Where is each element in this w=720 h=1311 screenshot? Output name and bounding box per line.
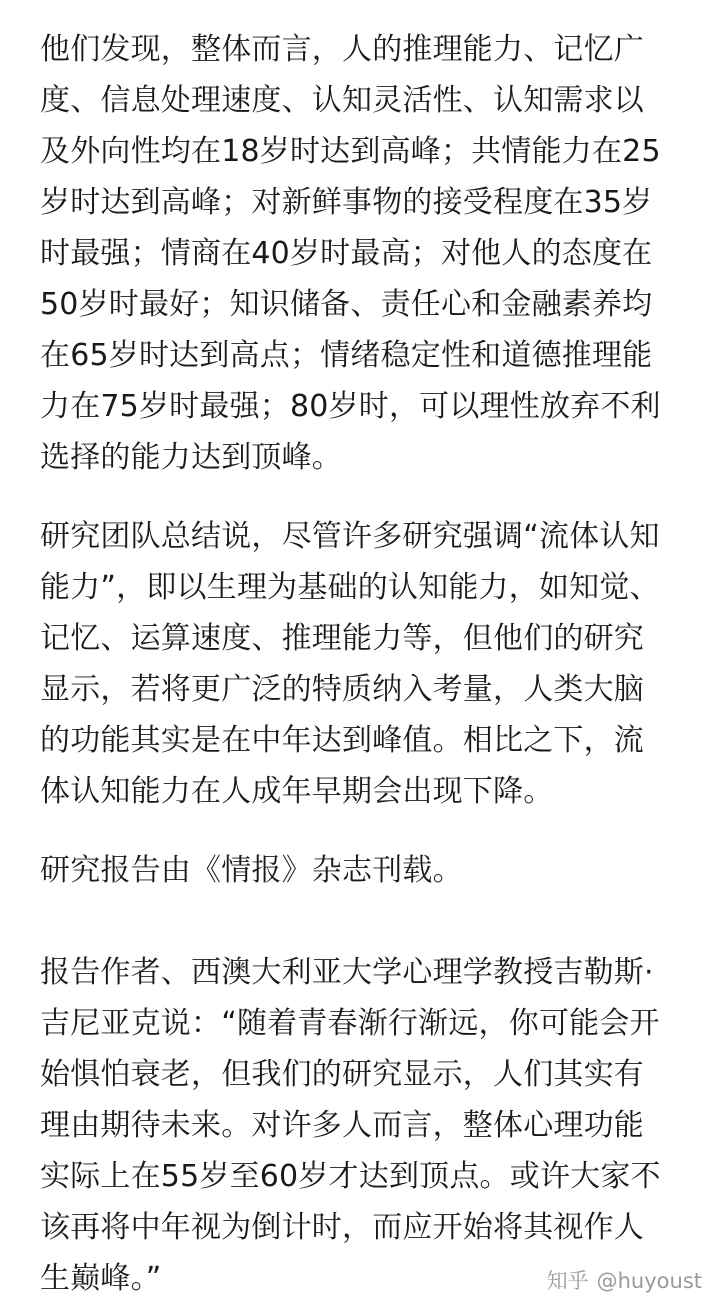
text-line: 在65岁时达到高点；情绪稳定性和道德推理能: [40, 338, 653, 373]
text-line: 理由期待未来。对许多人而言，整体心理功能: [40, 1108, 644, 1143]
text-line: 50岁时最好；知识储备、责任心和金融素养均: [40, 287, 653, 322]
text-line: 报告作者、西澳大利亚大学心理学教授吉勒斯·: [40, 955, 654, 990]
text-line: 生巅峰。”: [40, 1261, 162, 1296]
text-line: 始惧怕衰老，但我们的研究显示，人们其实有: [40, 1057, 644, 1092]
text-line: 时最强；情商在40岁时最高；对他人的态度在: [40, 236, 653, 271]
text-line: 力在75岁时最强；80岁时，可以理性放弃不利: [40, 389, 661, 424]
text-line: 吉尼亚克说：“随着青春渐行渐远，你可能会开: [40, 1006, 660, 1041]
text-line: 研究报告由《情报》杂志刊载。: [40, 853, 463, 888]
paragraph-2: [40, 511, 660, 817]
watermark-handle: @huyoust: [596, 1269, 702, 1293]
text-line: 岁时达到高峰；对新鲜事物的接受程度在35岁: [40, 185, 653, 220]
text-line: 记忆、运算速度、推理能力等，但他们的研究: [40, 621, 644, 656]
text-line: 能力”，即以生理为基础的认知能力，如知觉、: [40, 570, 660, 605]
paragraph-1: [40, 24, 661, 483]
paragraph-4: [40, 947, 661, 1304]
text-line: 选择的能力达到顶峰。: [40, 440, 342, 475]
text-line: 显示，若将更广泛的特质纳入考量，人类大脑: [40, 672, 644, 707]
paragraph-3: [40, 845, 463, 896]
text-line: 他们发现，整体而言，人的推理能力、记忆广: [40, 32, 644, 67]
text-line: 及外向性均在18岁时达到高峰；共情能力在25: [40, 134, 661, 169]
text-line: 体认知能力在人成年早期会出现下降。: [40, 774, 554, 809]
text-line: 该再将中年视为倒计时，而应开始将其视作人: [40, 1210, 644, 1245]
zhihu-watermark: [547, 1265, 702, 1295]
text-line: 研究团队总结说，尽管许多研究强调“流体认知: [40, 519, 660, 554]
text-line: 的功能其实是在中年达到峰值。相比之下，流: [40, 723, 644, 758]
watermark-brand: 知乎: [546, 1269, 589, 1293]
text-line: 实际上在55岁至60岁才达到顶点。或许大家不: [40, 1159, 661, 1194]
text-line: 度、信息处理速度、认知灵活性、认知需求以: [40, 83, 644, 118]
